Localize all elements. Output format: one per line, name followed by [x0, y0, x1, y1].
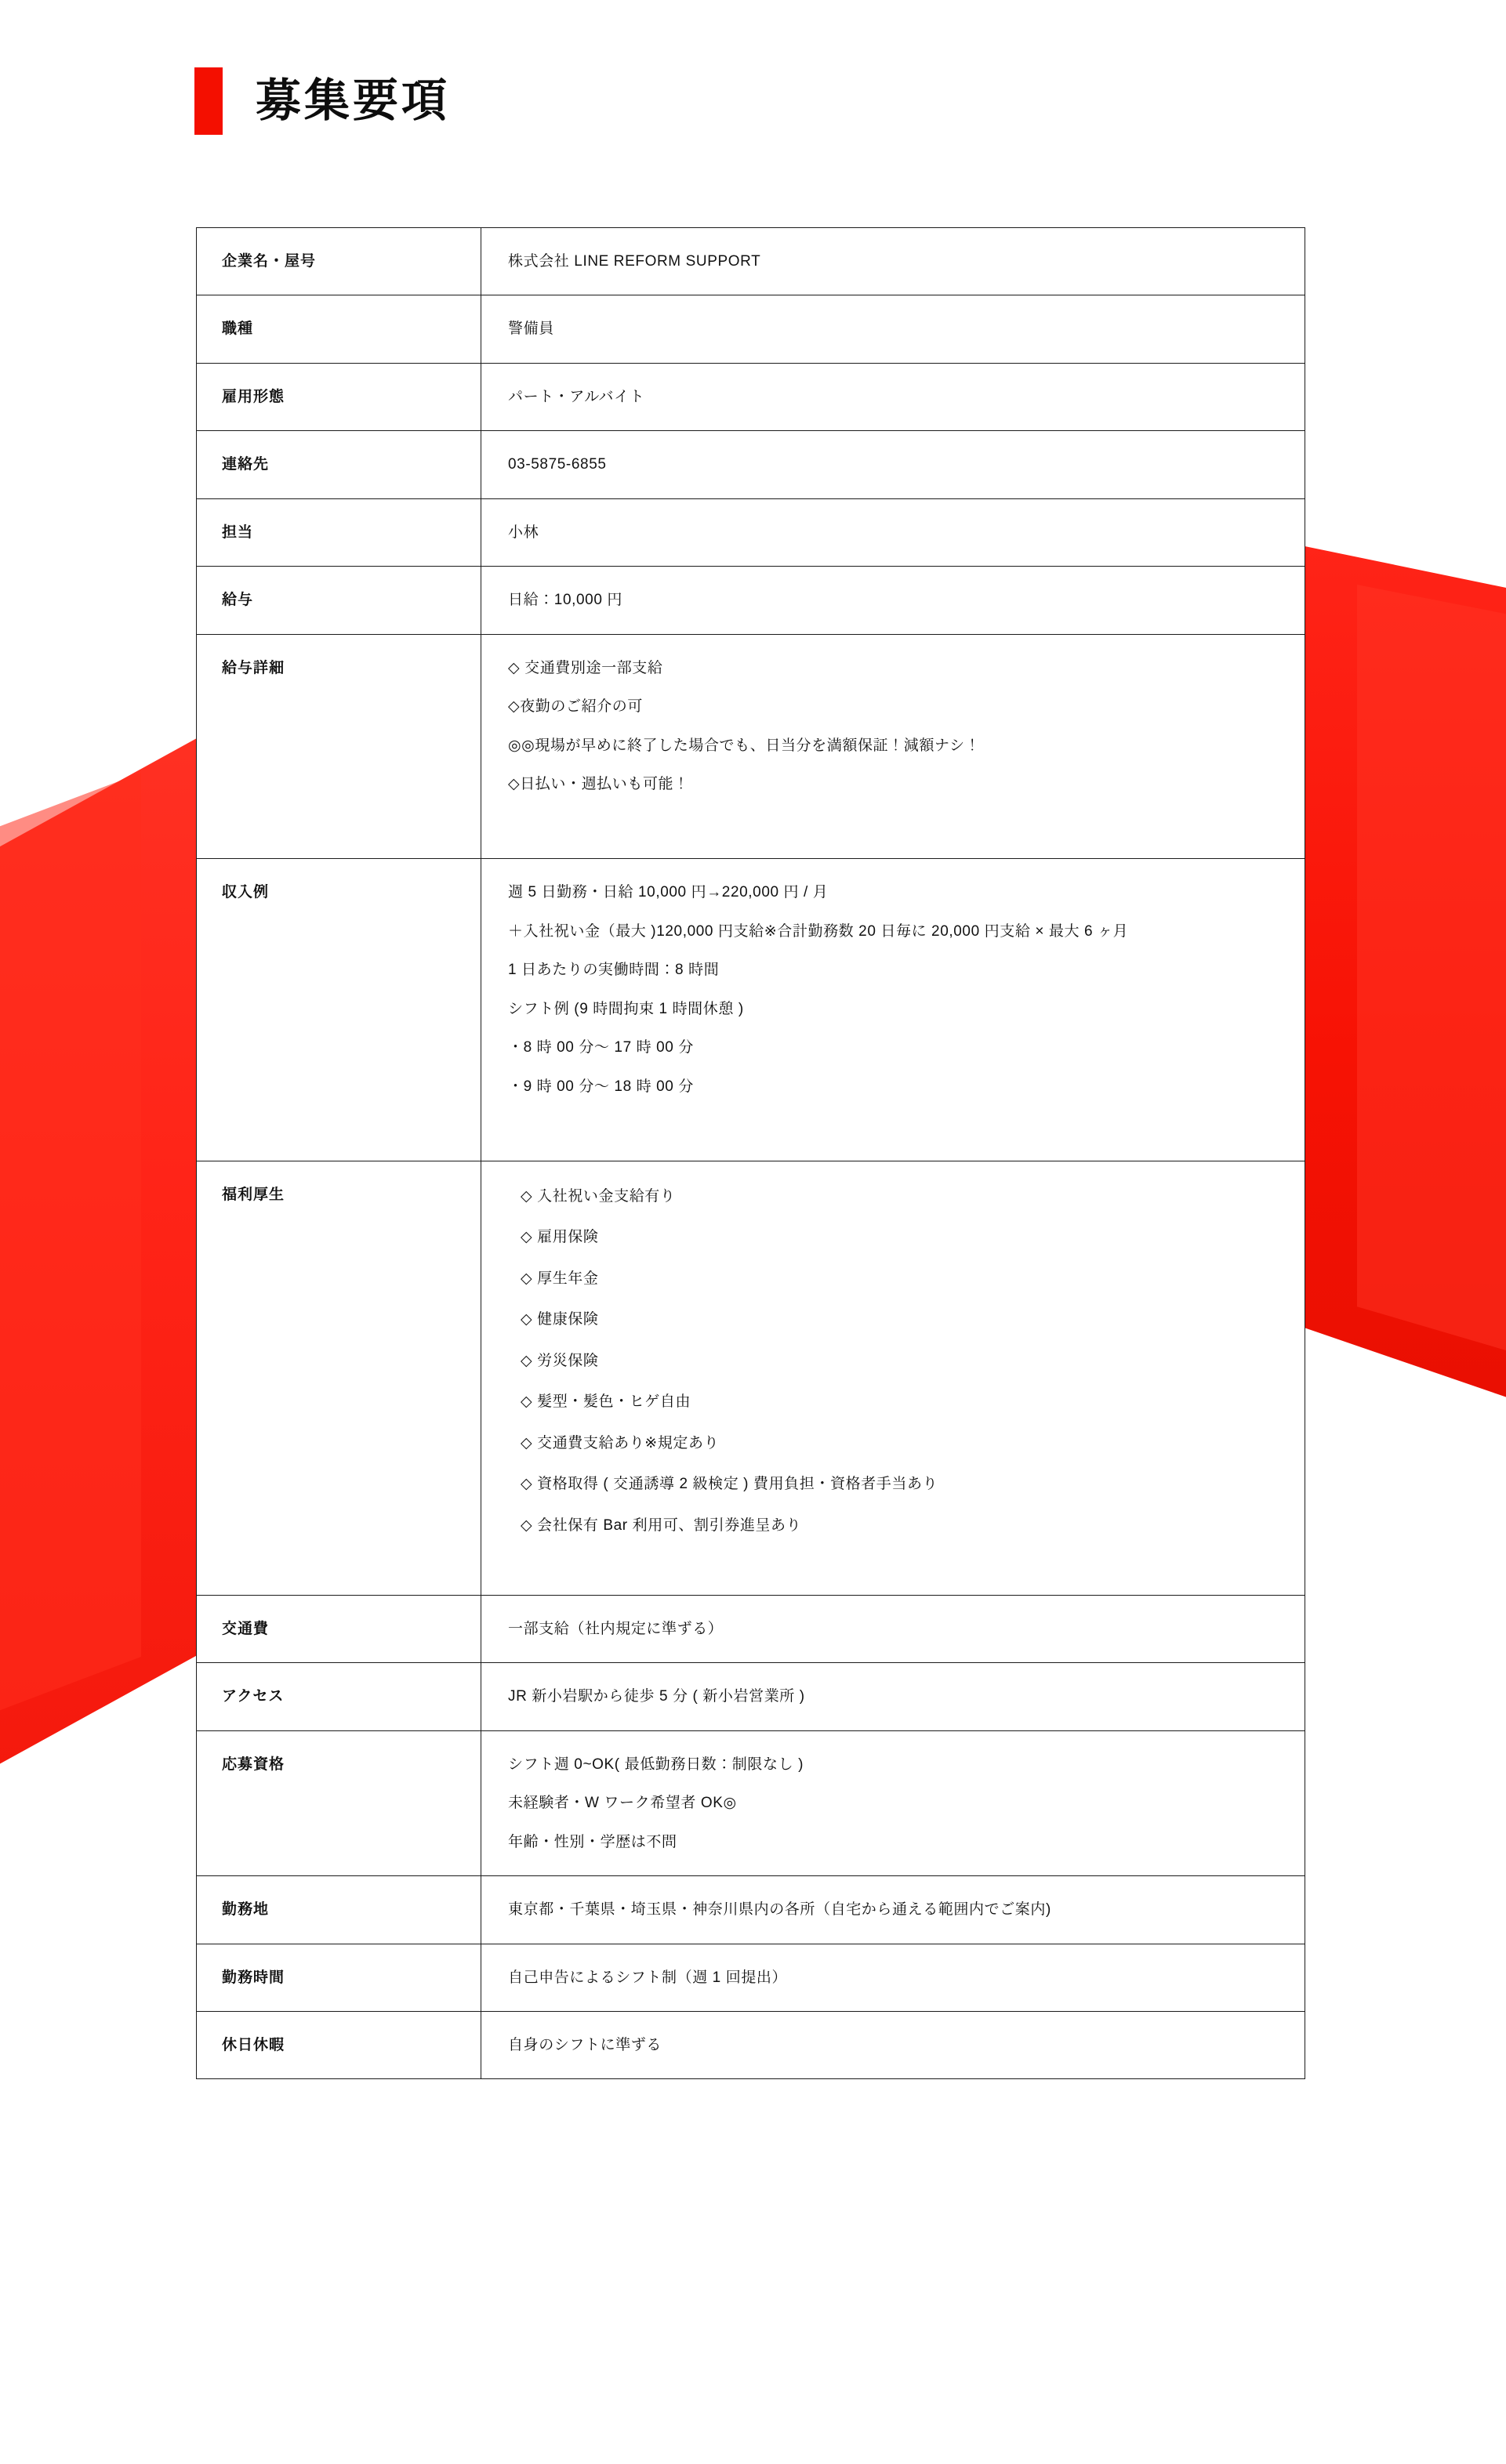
row-value — [481, 1161, 1305, 1596]
row-value-line: ・8 時 00 分〜 17 時 00 分 — [508, 1039, 694, 1056]
table-row — [197, 228, 1305, 295]
row-value-line: 週 5 日勤務・日給 10,000 円→220,000 円 / 月 — [508, 884, 829, 901]
row-value — [481, 1595, 1305, 1662]
row-value — [481, 2012, 1305, 2079]
row-label: 担当 — [197, 498, 481, 566]
row-value-line: 東京都・千葉県・埼玉県・神奈川県内の各所（自宅から通える範囲内でご案内) — [508, 1901, 1051, 1919]
row-value — [481, 1730, 1305, 1875]
row-value-line: ・9 時 00 分〜 18 時 00 分 — [508, 1078, 694, 1095]
row-label: 雇用形態 — [197, 363, 481, 430]
table-row — [197, 431, 1305, 498]
row-label: 職種 — [197, 295, 481, 363]
row-value-line: 未経験者・W ワーク希望者 OK◎ — [508, 1795, 737, 1812]
requirements-table — [196, 227, 1305, 2079]
table-row — [197, 859, 1305, 1161]
table-row — [197, 1161, 1305, 1596]
row-label: アクセス — [197, 1663, 481, 1730]
row-value-line: JR 新小岩駅から徒歩 5 分 ( 新小岩営業所 ) — [508, 1688, 805, 1705]
row-value-line: ◇ 入社祝い金支給有り — [521, 1188, 676, 1205]
row-value — [481, 363, 1305, 430]
row-value — [481, 1663, 1305, 1730]
row-value-line: ◇ 会社保有 Bar 利用可、割引券進呈あり — [521, 1516, 802, 1534]
row-label: 応募資格 — [197, 1730, 481, 1875]
row-value-line: ◇ 雇用保険 — [521, 1229, 599, 1246]
row-value — [481, 1944, 1305, 2011]
title-accent-bar — [194, 67, 223, 135]
row-value-line: ◇ 労災保険 — [521, 1352, 599, 1369]
row-value — [481, 228, 1305, 295]
row-value — [481, 567, 1305, 634]
table-row — [197, 363, 1305, 430]
row-label: 福利厚生 — [197, 1161, 481, 1596]
table-row — [197, 498, 1305, 566]
row-value-line: ◇ 資格取得 ( 交通誘導 2 級検定 ) 費用負担・資格者手当あり — [521, 1476, 938, 1493]
table-row — [197, 634, 1305, 859]
row-value — [481, 1876, 1305, 1944]
table-row — [197, 567, 1305, 634]
row-value-line: ◎◎現場が早めに終了した場合でも、日当分を満額保証！減額ナシ！ — [508, 737, 981, 754]
row-value-line: パート・アルバイト — [508, 388, 645, 405]
row-value-line: ◇夜勤のご紹介の可 — [508, 698, 644, 716]
row-value — [481, 431, 1305, 498]
row-value-line: ◇ 健康保険 — [521, 1311, 599, 1328]
table-row — [197, 295, 1305, 363]
row-value-line: ◇ 交通費別途一部支給 — [508, 659, 663, 676]
row-value-line: 年齢・性別・学歴は不問 — [508, 1833, 677, 1850]
table-row — [197, 2012, 1305, 2079]
table-row — [197, 1944, 1305, 2011]
row-value — [481, 634, 1305, 859]
row-label: 収入例 — [197, 859, 481, 1161]
row-value — [481, 498, 1305, 566]
row-label: 企業名・屋号 — [197, 228, 481, 295]
row-label: 交通費 — [197, 1595, 481, 1662]
page-title: 募集要項 — [256, 75, 451, 126]
row-value-line: 1 日あたりの実働時間：8 時間 — [508, 962, 720, 979]
row-value — [481, 295, 1305, 363]
row-value-line: 自己申告によるシフト制（週 1 回提出） — [508, 1969, 788, 1986]
row-value-line: 小林 — [508, 524, 539, 541]
page-container — [0, 67, 1506, 2079]
table-row — [197, 1595, 1305, 1662]
table-row — [197, 1876, 1305, 1944]
page-header — [194, 67, 1506, 135]
row-value-line: 自身のシフトに準ずる — [508, 2037, 662, 2053]
row-value-line: 日給：10,000 円 — [508, 592, 622, 609]
row-value-line: 03-5875-6855 — [508, 456, 607, 473]
row-value-line: ＋入社祝い金（最大 )120,000 円支給※合計勤務数 20 日毎に 20,000 円支給 × 最大 6 ヶ月 — [508, 922, 1129, 940]
row-value-line: シフト週 0~OK( 最低勤務日数：制限なし ) — [508, 1756, 804, 1773]
row-value-line: シフト例 (9 時間拘束 1 時間休憩 ) — [508, 1000, 744, 1017]
row-value-line: 株式会社 LINE REFORM SUPPORT — [508, 253, 761, 270]
row-label: 勤務時間 — [197, 1944, 481, 2011]
table-row — [197, 1663, 1305, 1730]
row-label: 勤務地 — [197, 1876, 481, 1944]
row-value-line: 一部支給（社内規定に準ずる） — [508, 1620, 724, 1637]
row-value-line: ◇ 髪型・髪色・ヒゲ自由 — [521, 1393, 691, 1411]
table-row — [197, 1730, 1305, 1875]
row-label: 給与詳細 — [197, 634, 481, 859]
row-value-line: ◇ 厚生年金 — [521, 1270, 599, 1287]
row-value — [481, 859, 1305, 1161]
row-label: 給与 — [197, 567, 481, 634]
row-value-line: ◇ 交通費支給あり※規定あり — [521, 1434, 720, 1451]
requirements-table-wrapper — [196, 227, 1305, 2079]
row-label: 連絡先 — [197, 431, 481, 498]
row-value-line: ◇日払い・週払いも可能！ — [508, 775, 689, 792]
row-label: 休日休暇 — [197, 2012, 481, 2079]
row-value-line: 警備員 — [508, 321, 554, 338]
